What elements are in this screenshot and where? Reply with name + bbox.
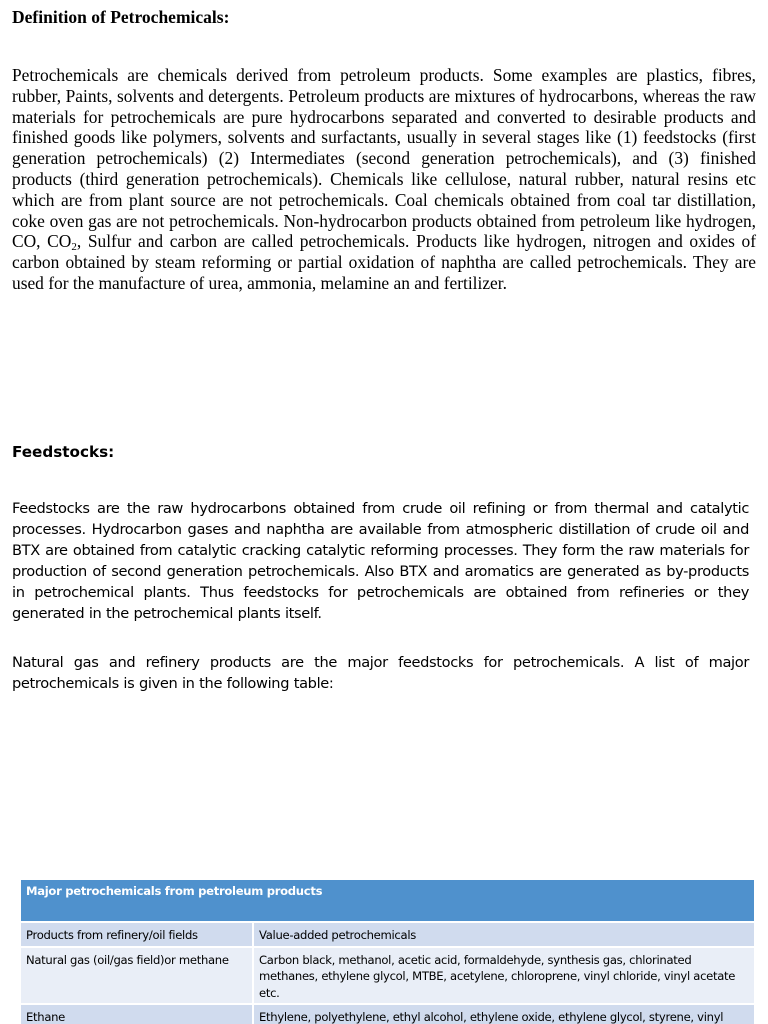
table-cell-petrochemicals: Ethylene, polyethylene, ethyl alcohol, ethylene oxide, ethylene glycol, styrene, vinyl: [253, 1004, 754, 1024]
column-header-products: Products from refinery/oil fields: [21, 922, 253, 947]
co2-subscript: 2: [71, 241, 77, 254]
table-row: [21, 1004, 754, 1024]
natural-gas-paragraph: Natural gas and refinery products are the major feedstocks for petrochemicals. A list of major petrochemicals is given in the following table:: [12, 654, 749, 692]
petrochemicals-table: [21, 880, 754, 1024]
definition-heading: Definition of Petrochemicals:: [12, 7, 230, 27]
definition-text-part1: Petrochemicals are chemicals derived from petroleum products. Some examples are plastics, fibres, rubber, Paints, solvents and detergents. Petroleum products are mixtures of hydrocarbons, whereas the raw materials for petrochemicals are pure hydrocarbons separated and converted to desirable products and finished goods like polymers, solvents and surfactants, usually in several stages like (1) feedstocks (first generation petrochemicals) (2) Intermediates (second generation petrochemicals), and (3) finished products (third generation petrochemicals). Chemicals like cellulose, natural rubber, natural resins etc which are from plant source are not petrochemicals. Coal chemicals obtained from coal tar distillation, coke oven gas are not petrochemicals. Non-hydrocarbon products obtained from petroleum like hydrogen, CO, CO: [12, 65, 756, 252]
table-title: Major petrochemicals from petroleum products: [21, 880, 754, 922]
table-header-row: [21, 922, 754, 947]
definition-paragraph: [12, 65, 756, 294]
column-header-petrochemicals: Value-added petrochemicals: [253, 922, 754, 947]
table-cell-product: Ethane: [21, 1004, 253, 1024]
table-row: [21, 947, 754, 1005]
feedstocks-paragraph: Feedstocks are the raw hydrocarbons obtained from crude oil refining or from thermal and catalytic processes. Hydrocarbon gases and naphtha are available from atmospheric distillation of crude oil and BTX are obtained from catalytic cracking catalytic reforming processes. They form the raw materials for production of second generation petrochemicals. Also BTX and aromatics are generated as by-products in petrochemical plants. Thus feedstocks for petrochemicals are obtained from refineries or they generated in the petrochemical plants itself.: [12, 500, 749, 622]
table-cell-petrochemicals: Carbon black, methanol, acetic acid, formaldehyde, synthesis gas, chlorinated methanes, ethylene glycol, MTBE, acetylene, chloroprene, vinyl chloride, vinyl acetate etc.: [253, 947, 754, 1005]
definition-text-part2: , Sulfur and carbon are called petrochemicals. Products like hydrogen, nitrogen and oxides of carbon obtained by steam reforming or partial oxidation of naphtha are called petrochemicals. They are used for the manufacture of urea, ammonia, melamine an and fertilizer.: [12, 231, 756, 293]
table-title-row: [21, 880, 754, 922]
feedstocks-heading: Feedstocks:: [12, 443, 115, 461]
table-cell-product: Natural gas (oil/gas field)or methane: [21, 947, 253, 1005]
